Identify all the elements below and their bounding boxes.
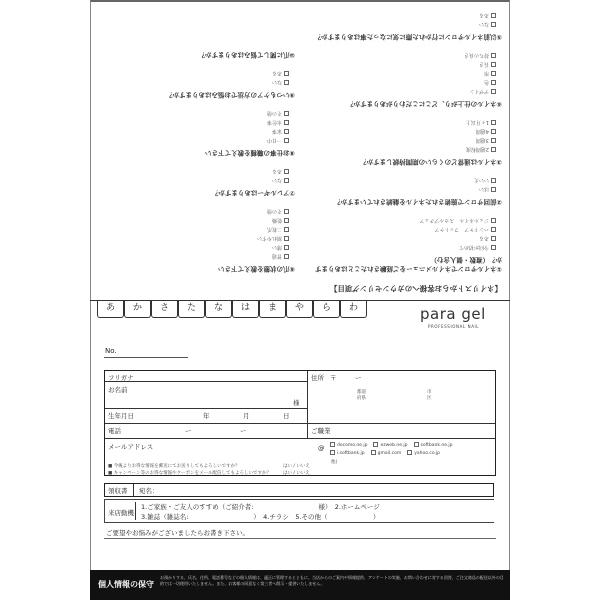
checkbox[interactable]	[491, 187, 496, 192]
option-label: 色	[483, 79, 489, 85]
checkbox[interactable]	[284, 209, 289, 214]
visit-reason-line-1[interactable]: 1.ご家族・ご友人のすすめ（ご紹介者: 様） 2.ホームページ	[141, 503, 380, 511]
option-label: 一日中	[266, 137, 282, 143]
option-label: 長さ	[478, 61, 489, 67]
number-label: No.	[105, 347, 117, 355]
option[interactable]	[95, 217, 289, 224]
option[interactable]	[302, 70, 496, 77]
checkbox[interactable]	[284, 129, 289, 134]
option[interactable]	[95, 208, 289, 215]
checkbox[interactable]	[330, 450, 335, 455]
option-label: 1ヶ月以上	[465, 119, 489, 125]
option-label: 2週間程度	[465, 146, 489, 152]
option-label: ある	[478, 12, 489, 18]
option-label: 持ちの良さ	[463, 52, 489, 58]
checkbox[interactable]	[491, 218, 496, 223]
option-label: ない	[478, 21, 489, 27]
consent-email-choice[interactable]: はい / いいえ	[283, 471, 310, 476]
day-label: 日	[283, 412, 290, 420]
index-tab[interactable]: か	[124, 300, 151, 318]
option[interactable]	[95, 244, 289, 251]
receipt-row	[104, 483, 494, 497]
checkbox[interactable]	[371, 450, 376, 455]
checkbox[interactable]	[284, 254, 289, 259]
number-field[interactable]	[104, 357, 188, 358]
option[interactable]	[302, 21, 496, 28]
option-label: 3週間	[475, 137, 489, 143]
checkbox[interactable]	[491, 80, 496, 85]
checkbox[interactable]	[284, 80, 289, 85]
question: ⑦アレルギーはありますか？	[211, 189, 295, 197]
domain-option[interactable]	[330, 451, 365, 456]
email-domain-options	[330, 442, 490, 458]
domain-label: softbank.ne.jp	[420, 443, 453, 448]
domain-option[interactable]	[414, 443, 453, 448]
counseling-right-column	[95, 46, 295, 284]
visit-reason-line-2[interactable]: 3.雑誌（雑誌名: ） 4.チラシ 5.その他（ ）	[141, 513, 380, 521]
option-label: 割れやすい	[256, 235, 282, 241]
option-label: ある	[271, 168, 282, 174]
index-tab[interactable]: は	[232, 300, 259, 318]
option-label: ハンドケア フットケア	[434, 226, 489, 232]
option[interactable]	[95, 168, 289, 175]
option-label: その他	[266, 208, 282, 214]
checkbox[interactable]	[284, 71, 289, 76]
question: ③ネイルは通常どのくらいの期間持続しますか？	[360, 158, 502, 166]
at-sign: @	[318, 444, 325, 452]
name-label: お名前	[108, 386, 128, 394]
counseling-left-column	[302, 10, 502, 284]
privacy-title: 個人情報の保守	[98, 580, 154, 589]
option[interactable]	[95, 226, 289, 233]
birthday-label: 生年月日	[108, 412, 134, 420]
option-label: はい	[478, 186, 489, 192]
occupation-label: ご職業	[311, 427, 331, 435]
option[interactable]	[95, 128, 289, 135]
question: ⑩爪に関して悩みはありますか？	[198, 51, 295, 59]
option-label: デザイン	[469, 88, 489, 94]
counseling-title: 【ネイリストからお客様へのカウンセリング項目】	[329, 284, 502, 293]
option[interactable]	[95, 253, 289, 260]
index-tab[interactable]: な	[205, 300, 232, 318]
checkbox[interactable]	[414, 442, 419, 447]
dash: ー	[185, 427, 192, 435]
checkbox[interactable]	[491, 245, 496, 250]
checkbox[interactable]	[491, 227, 496, 232]
option[interactable]	[302, 52, 496, 59]
checkbox[interactable]	[407, 450, 412, 455]
option[interactable]	[302, 88, 496, 95]
postal-mark: 〒	[330, 374, 337, 382]
checkbox[interactable]	[330, 442, 335, 447]
checkbox[interactable]	[491, 236, 496, 241]
phone-label: 電話	[108, 427, 121, 435]
option-label: ない	[271, 177, 282, 183]
option[interactable]	[302, 12, 496, 19]
option-label: 二枚爪	[266, 226, 282, 232]
option-label: 今回が初めて	[458, 244, 489, 250]
option[interactable]	[95, 110, 289, 117]
index-tab[interactable]: あ	[97, 300, 124, 318]
consent-email: ■ キャンペーン等のお得な情報やクーポンをメール配信してもよろしいですか？	[108, 471, 271, 476]
index-tab[interactable]: ま	[259, 300, 286, 318]
logo-subtitle: PROFESSIONAL NAIL	[428, 324, 480, 329]
option[interactable]	[302, 128, 496, 135]
option[interactable]	[95, 235, 289, 242]
checkbox[interactable]	[491, 71, 496, 76]
year-label: 年	[203, 412, 210, 420]
privacy-footer	[90, 570, 510, 600]
consent-mail-choice[interactable]: はい / いいえ	[283, 464, 310, 469]
option[interactable]	[302, 61, 496, 68]
checkbox[interactable]	[284, 245, 289, 250]
option[interactable]	[302, 119, 496, 126]
visit-reason-row	[104, 499, 494, 523]
month-label: 月	[243, 412, 250, 420]
checkbox[interactable]	[284, 169, 289, 174]
checkbox[interactable]	[491, 22, 496, 27]
receipt-addressee[interactable]: 宛名：	[139, 487, 159, 495]
honorific: 様	[293, 399, 300, 407]
privacy-text: お預かりする、氏名、住所、電話番号などの個人情報は、適正に管理するとともに、当店からのご案内や情報提供、アンケートの実施、お問い合わせに対する回答、ご注文商品の配送以外の目的では一切使用いたしません。また、お客様の同意なく第三者へ開示・提供いたしません。	[160, 575, 504, 586]
option[interactable]	[95, 119, 289, 126]
consent-mail: ■ 今後よりお得な情報を郵送にてお送りしてもよろしいですか？	[108, 464, 240, 469]
option[interactable]	[302, 186, 496, 193]
option-label: いいえ	[473, 177, 489, 183]
option[interactable]	[95, 137, 289, 144]
domain-label: ezweb.ne.jp	[380, 443, 408, 448]
index-tab[interactable]: わ	[340, 300, 367, 318]
option[interactable]	[302, 244, 496, 251]
option[interactable]	[95, 79, 289, 86]
checkbox[interactable]	[284, 111, 289, 116]
receipt-label: 領収書	[108, 487, 128, 495]
checkbox[interactable]	[491, 147, 496, 152]
domain-label: docomo.ne.jp	[337, 443, 368, 448]
address-label: 住所	[311, 374, 324, 382]
other-domain: 他(	[331, 460, 338, 465]
checkbox[interactable]	[491, 120, 496, 125]
dash: ー	[355, 374, 362, 382]
requests-line[interactable]	[104, 538, 496, 539]
checkbox[interactable]	[491, 178, 496, 183]
option-label: 形	[483, 70, 489, 76]
requests-label: ご要望やお悩みがございましたらお書き下さい。	[106, 529, 249, 537]
email-label: メールアドレス	[108, 443, 154, 451]
domain-option[interactable]	[407, 451, 440, 456]
furigana-label: フリガナ	[108, 374, 134, 382]
option-label: 乾燥	[271, 217, 282, 223]
city-label: 市区	[427, 390, 432, 401]
checkbox[interactable]	[491, 53, 496, 58]
checkbox[interactable]	[491, 129, 496, 134]
question: ⑥爪の状態を教えて下さい	[217, 265, 295, 273]
checkbox[interactable]	[491, 89, 496, 94]
option-label: 普通	[271, 253, 282, 259]
option-label: 水仕事	[266, 119, 282, 125]
question: ⑨いつもケアの方法でお悩みはありますか？	[165, 91, 295, 99]
counseling-section-upside-down	[90, 0, 510, 298]
option[interactable]	[302, 137, 496, 144]
index-tab[interactable]: た	[178, 300, 205, 318]
dash: ー	[240, 427, 247, 435]
option-label: ない	[271, 79, 282, 85]
option[interactable]	[95, 70, 289, 77]
index-tab[interactable]: ら	[313, 300, 340, 318]
option-label: ある	[478, 235, 489, 241]
option-label: ジェルネイル スカルプチュア	[419, 217, 489, 223]
option-label: 薄い	[271, 244, 282, 250]
checkbox[interactable]	[284, 227, 289, 232]
option[interactable]	[302, 226, 496, 233]
domain-option[interactable]	[330, 443, 367, 448]
checkbox[interactable]	[284, 120, 289, 125]
logo: para gel	[420, 305, 486, 323]
question: ⑧お仕事の職種を教えて下さい	[204, 149, 295, 157]
option[interactable]	[302, 79, 496, 86]
index-tab[interactable]: や	[286, 300, 313, 318]
option-label: その他	[266, 110, 282, 116]
checkbox[interactable]	[284, 218, 289, 223]
option[interactable]	[95, 177, 289, 184]
domain-option[interactable]	[371, 451, 402, 456]
domain-label: i.softbank.jp	[337, 451, 365, 456]
domain-option[interactable]	[373, 443, 407, 448]
index-tab[interactable]: さ	[151, 300, 178, 318]
prefecture-label: 都道府県	[357, 390, 366, 401]
option[interactable]	[302, 217, 496, 224]
domain-label: yahoo.co.jp	[414, 451, 441, 456]
question: ⑤以前ネイルサロンに行かれた際に気になった事はありますか？	[314, 33, 502, 41]
checkbox[interactable]	[284, 138, 289, 143]
checkbox[interactable]	[491, 13, 496, 18]
question: ④ネイルの仕上がり、どこにこだわりがありますか？	[347, 100, 502, 108]
option[interactable]	[302, 177, 496, 184]
visit-reason-label: 来店動機	[108, 509, 134, 517]
checkbox[interactable]	[491, 62, 496, 67]
option-label: 4週間	[475, 128, 489, 134]
option[interactable]	[302, 146, 496, 153]
checkbox[interactable]	[284, 178, 289, 183]
domain-label: gmail.com	[377, 451, 402, 456]
option-label: 家事	[271, 128, 282, 134]
checkbox[interactable]	[373, 442, 378, 447]
option[interactable]	[302, 235, 496, 242]
checkbox[interactable]	[491, 138, 496, 143]
question: ①ネイルサロンでネイルメニューをご経験されたことはありますか？（複数・個人含む）	[314, 256, 502, 273]
checkbox[interactable]	[284, 236, 289, 241]
question: ②前回サロンで施術されたネイルを継続されていますか？	[334, 198, 502, 206]
option-label: ある	[271, 70, 282, 76]
customer-form	[104, 370, 496, 476]
